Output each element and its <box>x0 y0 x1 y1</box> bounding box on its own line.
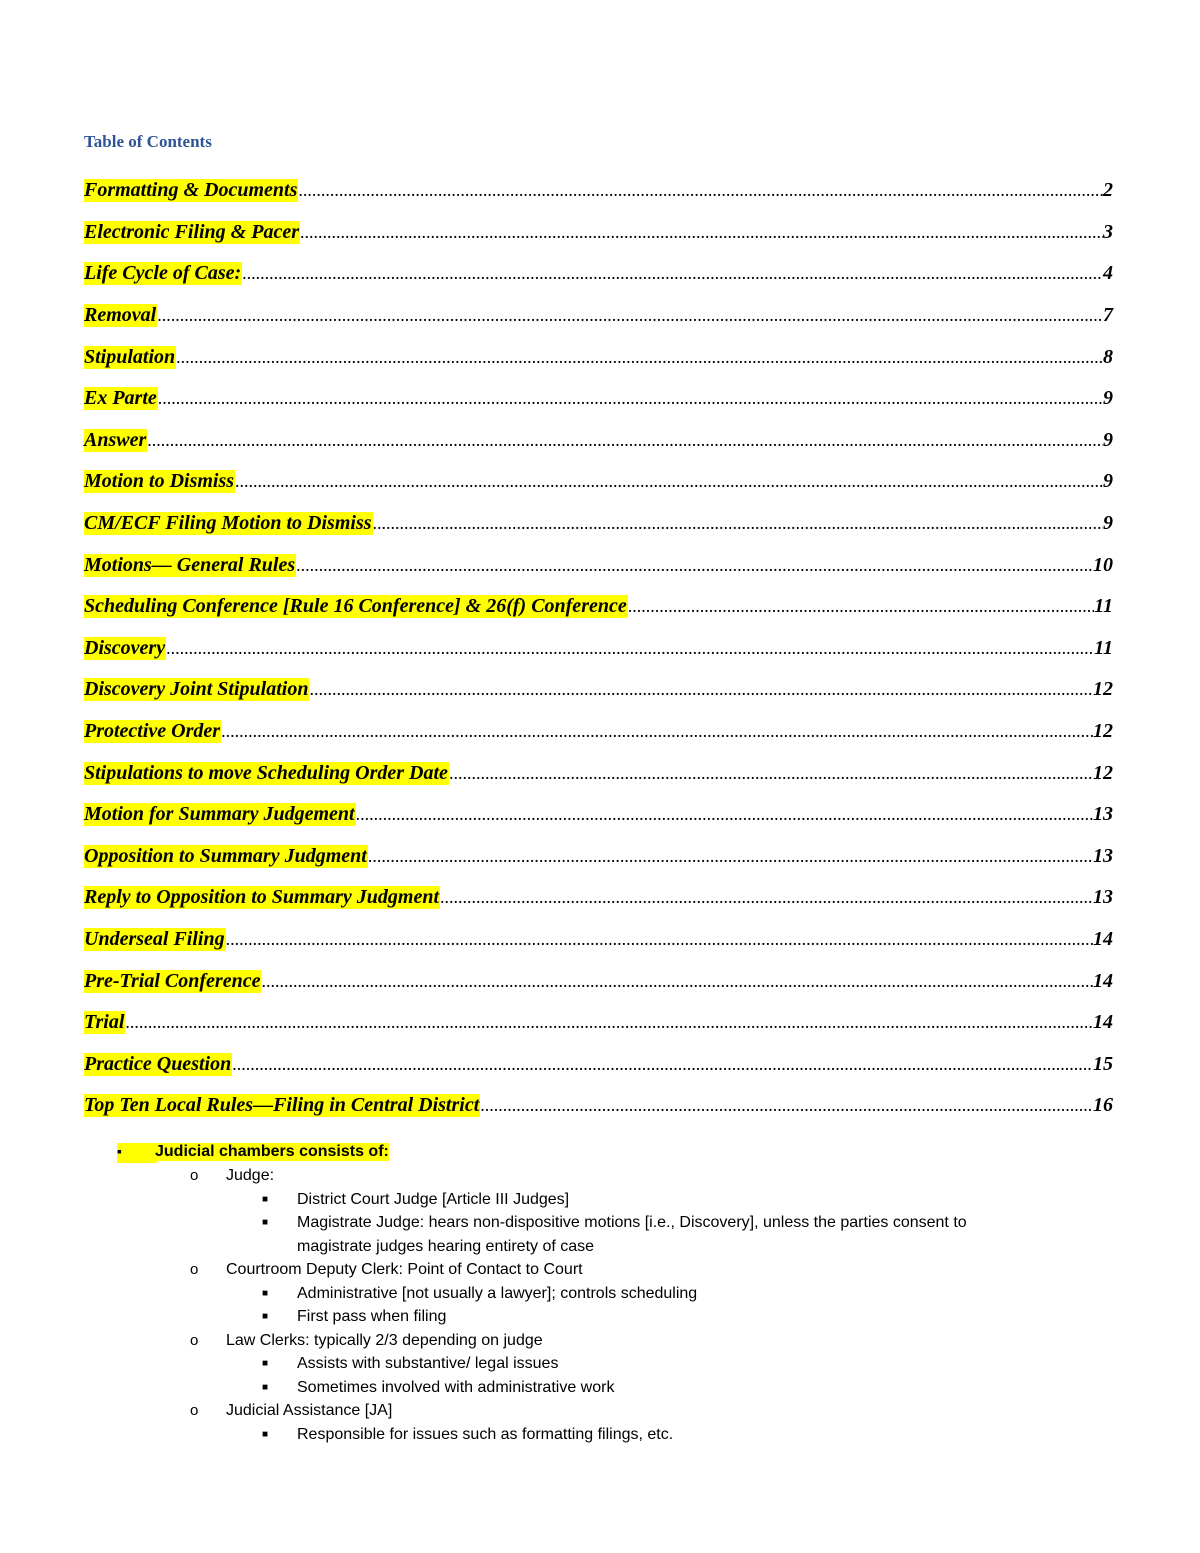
toc-entry[interactable] <box>84 212 1113 254</box>
toc-heading: Table of Contents <box>84 132 212 151</box>
bullet-circle-icon: o <box>190 1261 199 1278</box>
toc-entry[interactable] <box>84 420 1113 462</box>
toc-entry-title[interactable]: Pre-Trial Conference <box>84 969 261 992</box>
highlight <box>117 1143 157 1163</box>
toc-entry-title[interactable]: Electronic Filing & Pacer <box>84 220 299 243</box>
toc-entry-title[interactable]: Motion to Dismiss <box>84 470 235 493</box>
toc-dot-leader <box>125 1012 1093 1033</box>
toc-entry[interactable] <box>84 295 1113 337</box>
toc-dot-leader <box>157 305 1103 326</box>
toc-dot-leader <box>226 929 1093 950</box>
toc-entry-page-number[interactable]: 7 <box>1103 304 1113 327</box>
bullet-square-icon: ■ <box>262 1311 269 1322</box>
list-item-text: Law Clerks: typically 2/3 depending on judge <box>226 1332 543 1349</box>
toc-entry-page-number[interactable]: 9 <box>1103 512 1113 535</box>
list-item-text: Judicial Assistance [JA] <box>226 1402 393 1419</box>
list-item-text: Judge: <box>226 1167 275 1184</box>
toc-entry-title[interactable]: Top Ten Local Rules—Filing in Central District <box>84 1094 480 1117</box>
toc-entry-page-number[interactable]: 9 <box>1103 428 1113 451</box>
toc-entry[interactable] <box>84 503 1113 545</box>
toc-dot-leader <box>298 180 1103 201</box>
toc-dot-leader <box>221 721 1093 742</box>
list-item-text: Magistrate Judge: hears non-dispositive motions [i.e., Discovery], unless the parties consent to <box>297 1214 967 1231</box>
toc-entry[interactable] <box>84 336 1113 378</box>
toc-entry[interactable] <box>84 378 1113 420</box>
toc-dot-leader <box>356 804 1093 825</box>
toc-entry[interactable] <box>84 794 1113 836</box>
toc-entry-page-number[interactable]: 9 <box>1103 387 1113 410</box>
toc-entry[interactable] <box>84 960 1113 1002</box>
toc-dot-leader <box>628 596 1094 617</box>
toc-entry-title[interactable]: Removal <box>84 304 157 327</box>
bullet-square-icon: ■ <box>262 1429 269 1440</box>
toc-entry[interactable] <box>84 919 1113 961</box>
list-item-text: Sometimes involved with administrative work <box>297 1379 615 1396</box>
bullet-square-icon: ■ <box>262 1382 269 1393</box>
bullet-circle-icon: o <box>190 1332 199 1349</box>
chambers-heading: Judicial chambers consists of: <box>155 1143 389 1160</box>
list-item-text: First pass when filing <box>297 1308 447 1325</box>
toc-entry-title[interactable]: Ex Parte <box>84 387 157 410</box>
toc-dot-leader <box>368 846 1093 867</box>
toc-entry-page-number[interactable]: 14 <box>1093 969 1113 992</box>
toc-entry[interactable] <box>84 1085 1113 1127</box>
toc-dot-leader <box>176 347 1103 368</box>
bullet-square-icon: ■ <box>262 1358 269 1369</box>
toc-entry-title[interactable]: Practice Question <box>84 1052 232 1075</box>
toc-entry-page-number[interactable]: 12 <box>1093 720 1113 743</box>
toc-entry-page-number[interactable]: 14 <box>1093 927 1113 950</box>
toc-entry[interactable] <box>84 544 1113 586</box>
toc-entry[interactable] <box>84 1002 1113 1044</box>
bullet-circle-icon: o <box>190 1402 199 1419</box>
list-item-text: Responsible for issues such as formatting filings, etc. <box>297 1426 674 1443</box>
toc-dot-leader <box>242 263 1103 284</box>
bullet-square-icon: ■ <box>262 1217 269 1228</box>
toc-entry-page-number[interactable]: 10 <box>1093 553 1113 576</box>
toc-entry-page-number[interactable]: 8 <box>1103 345 1113 368</box>
toc-entry-page-number[interactable]: 4 <box>1103 262 1113 285</box>
toc-entry-title[interactable]: Underseal Filing <box>84 927 225 950</box>
toc-dot-leader <box>449 763 1093 784</box>
toc-entry[interactable] <box>84 1043 1113 1085</box>
toc-entry-title[interactable]: Motions— General Rules <box>84 553 296 576</box>
toc-entry-title[interactable]: Formatting & Documents <box>84 179 298 202</box>
toc-entry-title[interactable]: Trial <box>84 1011 125 1034</box>
toc-entry-title[interactable]: CM/ECF Filing Motion to Dismiss <box>84 512 372 535</box>
toc-entry[interactable] <box>84 836 1113 878</box>
toc-entry-title[interactable]: Life Cycle of Case: <box>84 262 242 285</box>
toc-dot-leader <box>261 971 1093 992</box>
toc-dot-leader <box>166 638 1094 659</box>
toc-entry-title[interactable]: Scheduling Conference [Rule 16 Conference] & 26(f) Conference <box>84 595 627 618</box>
toc-entry-title[interactable]: Discovery <box>84 636 166 659</box>
bullet-square-icon: ▪ <box>117 1143 122 1159</box>
list-item-text: magistrate judges hearing entirety of case <box>297 1238 595 1255</box>
bullet-circle-icon: o <box>190 1167 199 1184</box>
toc-entry-title[interactable]: Protective Order <box>84 720 221 743</box>
toc-entry[interactable] <box>84 170 1113 212</box>
toc-entry-page-number[interactable]: 13 <box>1093 803 1113 826</box>
toc-entry-page-number[interactable]: 9 <box>1103 470 1113 493</box>
bullet-square-icon: ■ <box>262 1194 269 1205</box>
toc-entry-page-number[interactable]: 12 <box>1093 761 1113 784</box>
toc-entry[interactable] <box>84 877 1113 919</box>
toc-entry[interactable] <box>84 461 1113 503</box>
toc-entry-page-number[interactable]: 12 <box>1093 678 1113 701</box>
list-item-text: Administrative [not usually a lawyer]; controls scheduling <box>297 1285 698 1302</box>
toc-dot-leader <box>158 388 1103 409</box>
toc-entry-page-number[interactable]: 16 <box>1093 1094 1113 1117</box>
toc-entry-title[interactable]: Stipulation <box>84 345 176 368</box>
toc-entry[interactable] <box>84 253 1113 295</box>
bullet-square-icon: ■ <box>262 1288 269 1299</box>
toc-dot-leader <box>232 1054 1093 1075</box>
toc-entry-title[interactable]: Opposition to Summary Judgment <box>84 844 367 867</box>
toc-entry-title[interactable]: Reply to Opposition to Summary Judgment <box>84 886 440 909</box>
toc-entry-page-number[interactable]: 13 <box>1093 886 1113 909</box>
toc-entry-title[interactable]: Motion for Summary Judgement <box>84 803 355 826</box>
toc-entry-page-number[interactable]: 11 <box>1094 595 1113 618</box>
toc-entry-page-number[interactable]: 15 <box>1093 1052 1113 1075</box>
toc-dot-leader <box>480 1095 1093 1116</box>
toc-entry-title[interactable]: Stipulations to move Scheduling Order Date <box>84 761 448 784</box>
toc-dot-leader <box>373 513 1103 534</box>
toc-dot-leader <box>309 679 1093 700</box>
toc-dot-leader <box>296 555 1093 576</box>
toc-entry[interactable] <box>84 586 1113 628</box>
toc-entry[interactable] <box>84 669 1113 711</box>
list-item-text: Courtroom Deputy Clerk: Point of Contact to Court <box>226 1261 583 1278</box>
toc-entry[interactable] <box>84 711 1113 753</box>
list-item-text: District Court Judge [Article III Judges] <box>297 1191 570 1208</box>
toc-entry-page-number[interactable]: 14 <box>1093 1011 1113 1034</box>
toc-dot-leader <box>300 222 1103 243</box>
toc-entry-title[interactable]: Answer <box>84 428 147 451</box>
toc-dot-leader <box>440 887 1093 908</box>
toc-entry-page-number[interactable]: 13 <box>1093 844 1113 867</box>
toc-entry-page-number[interactable]: 3 <box>1103 220 1113 243</box>
toc-entry[interactable] <box>84 628 1113 670</box>
toc-entry-title[interactable]: Discovery Joint Stipulation <box>84 678 309 701</box>
table-of-contents <box>84 170 1113 1127</box>
toc-dot-leader <box>147 430 1103 451</box>
toc-entry[interactable] <box>84 752 1113 794</box>
list-item-text: Assists with substantive/ legal issues <box>297 1355 559 1372</box>
toc-dot-leader <box>235 471 1103 492</box>
toc-entry-page-number[interactable]: 11 <box>1094 636 1113 659</box>
toc-entry-page-number[interactable]: 2 <box>1103 179 1113 202</box>
